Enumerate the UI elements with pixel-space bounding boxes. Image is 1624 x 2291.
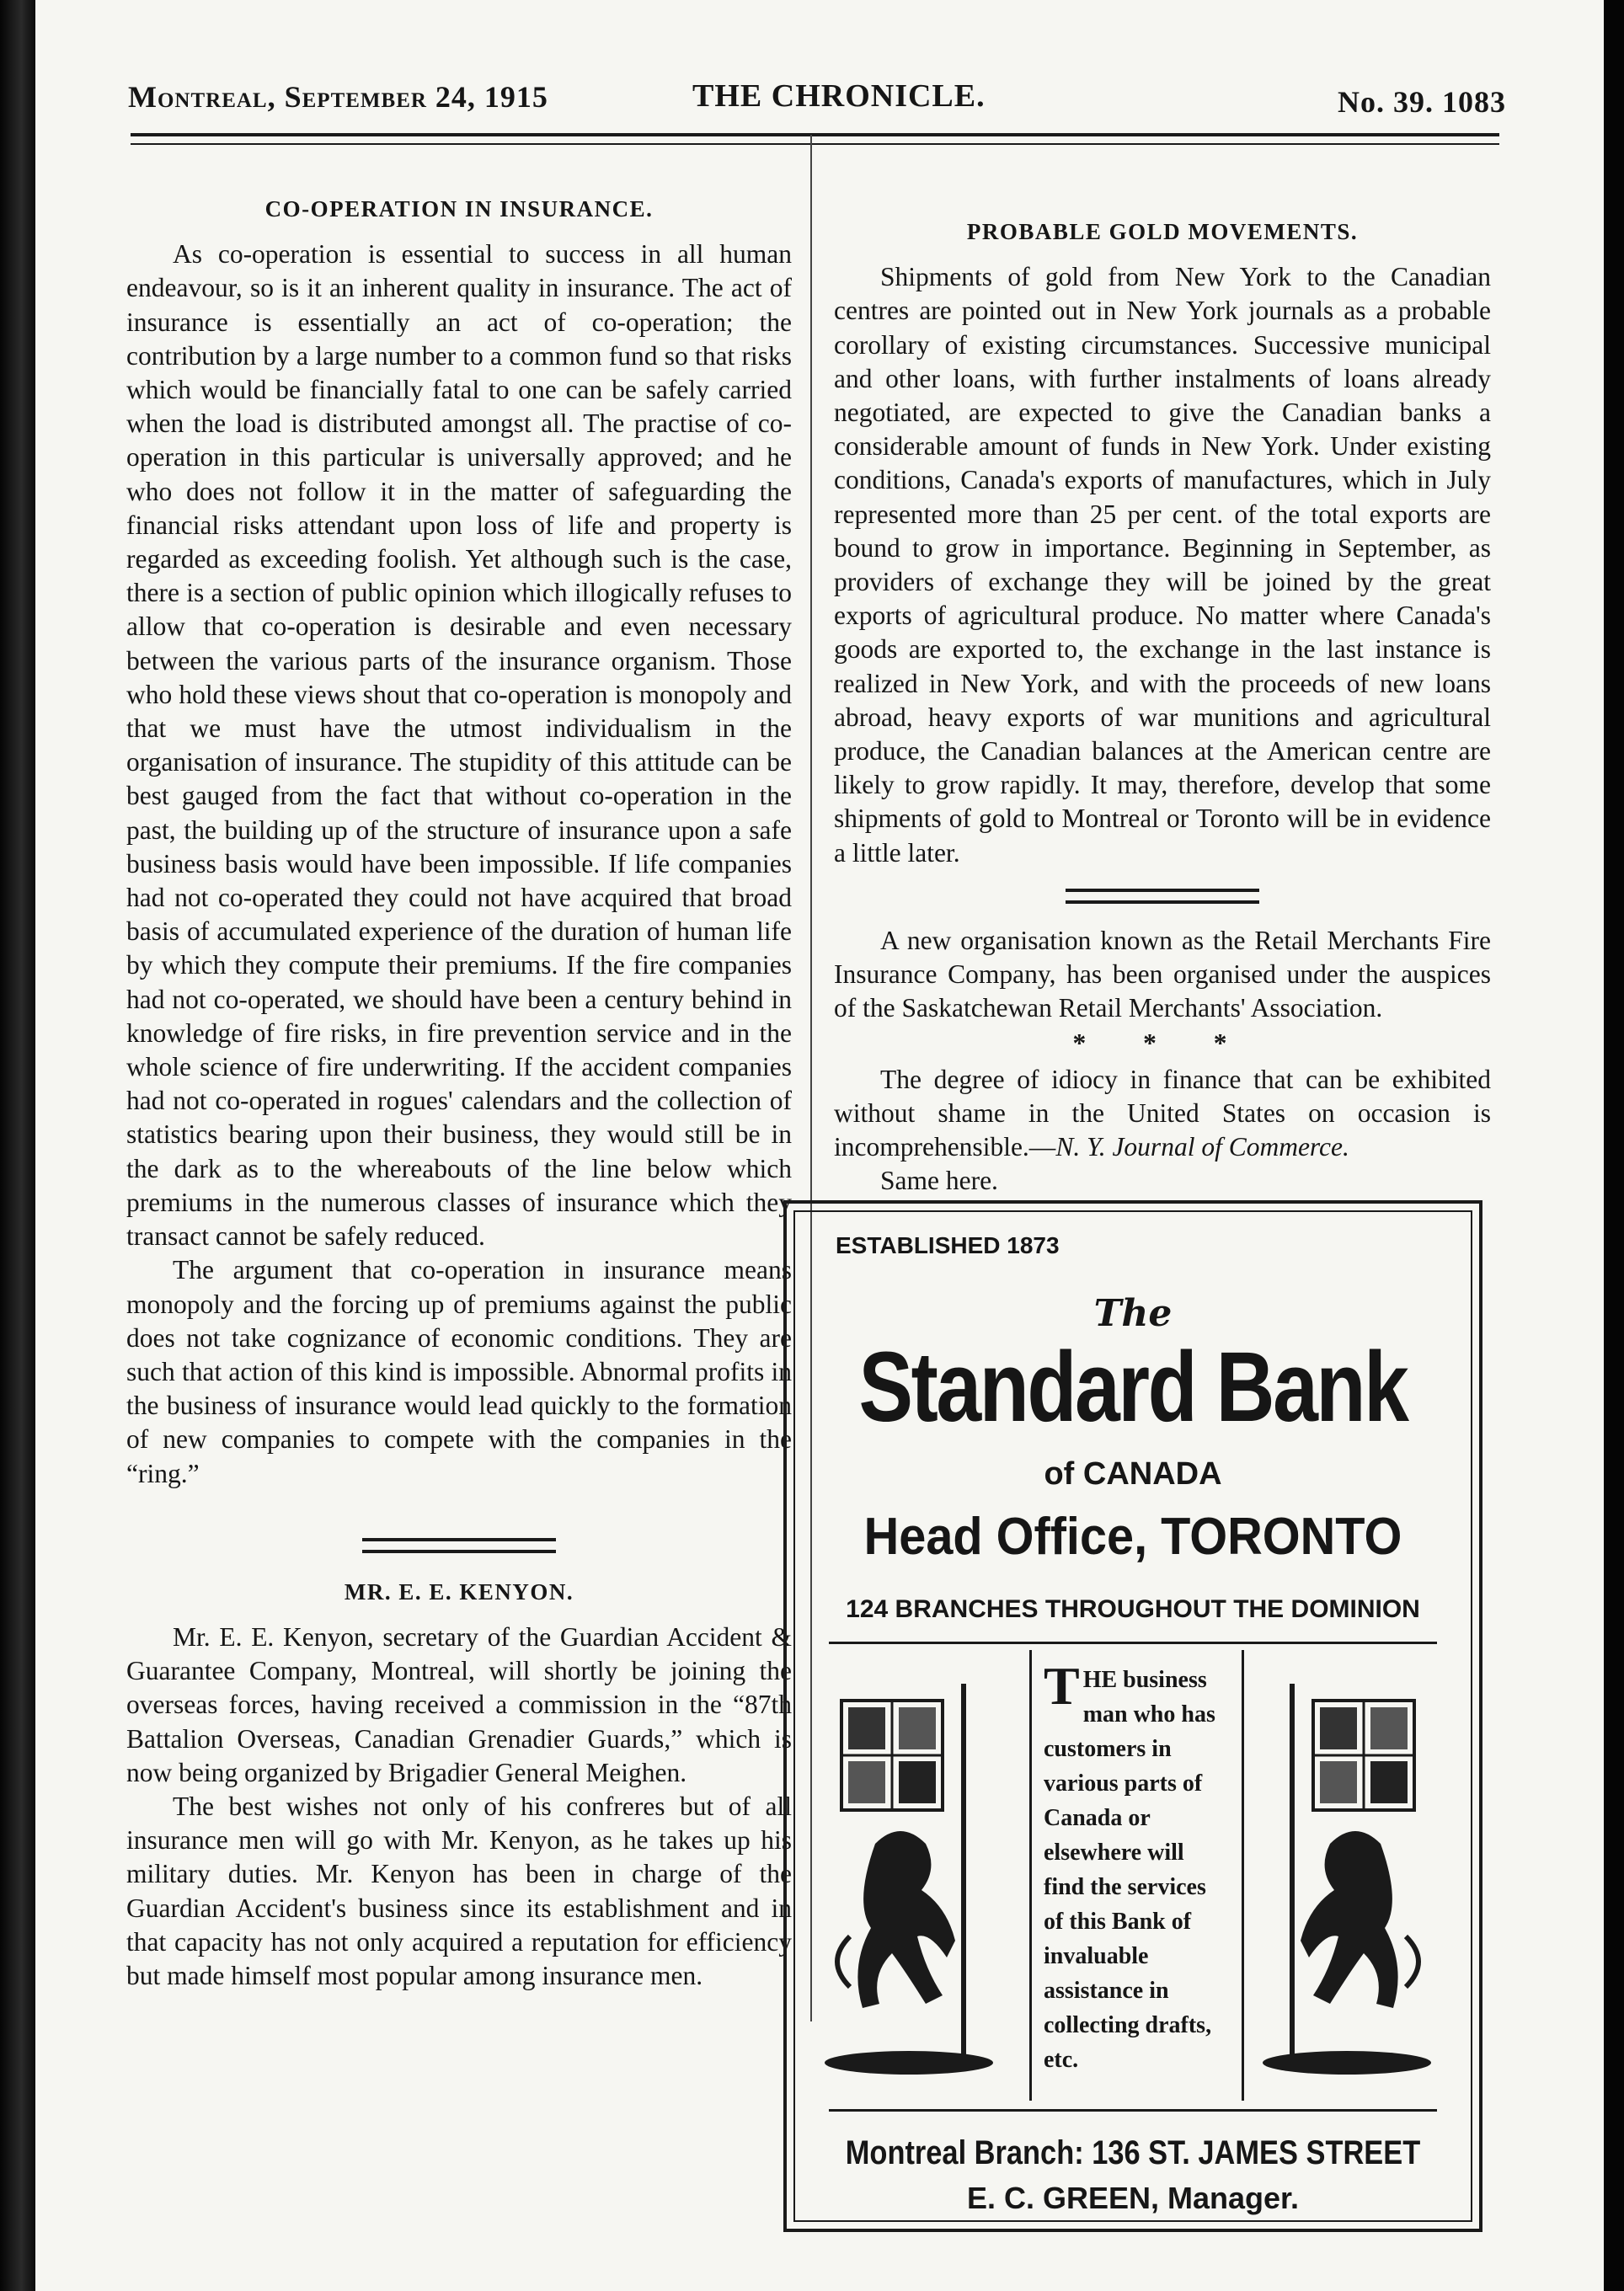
of-canada: of CANADA: [1044, 1456, 1222, 1492]
blurb-dropcap: T: [1044, 1656, 1080, 1716]
advertisement-inner-frame: [793, 1210, 1472, 2222]
ad-rule-left: [1029, 1650, 1032, 2101]
headline-kenyon: MR. E. E. KENYON.: [344, 1578, 574, 1605]
headline-cooperation: CO-OPERATION IN INSURANCE.: [264, 196, 654, 222]
article-paragraph: Mr. E. E. Kenyon, secretary of the Guardian Accident & Guarantee Company, Montreal, will shortly be joining the overseas forces, having received a commission in the “87th Battalion Overseas, Canadian Grenadier Guards,” which is now being organized by Brigadier General Meighen.: [126, 1621, 792, 1787]
article-paragraph: The best wishes not only of his confreres but of all insurance men will go with Mr. Kenyon, as he takes up his military duties. Mr. Kenyon has been in charge of the Guardian Accident's business since its establishment and in that capacity has not only acquired a reputation for efficiency but made himself most popular among insurance men.: [126, 1791, 792, 1990]
ad-rule-right: [1242, 1650, 1244, 2101]
article-paragraph: As co-operation is essential to success in all human endeavour, so is it an inherent quality in insurance. The act of insurance is essentially an act of co-operation; the contribution by a large number to a common fund so that risks which would be financially fatal to one can be safely carried when the load is distributed amongst all. The practise of co-operation in this particular is universally approved; and he who does not follow it in the matter of safeguarding the financial risks attendant upon loss of life and property is regarded as exceeding foolish. Yet although such is the case, there is a section of public opinion which illogically refuses to allow that co-operation is desirable and even necessary between the various parts of the insurance organism. Those who hold these views shout that co-operation is monopoly and that we must have the utmost individualism in the organisation of insurance. The stupidity of this attitude can be best gauged from the fact that without co-operation in the past, the building up of the structure of insurance upon a safe business basis would have been impossible. If life companies had not co-operated they could not have acquired that broad basis of accumulated experience of the duration of human life by which they compute their premiums. If the fire companies had not co-operated, we should have been a century behind in knowledge of fire risks, in fire prevention service and in the whole science of fire underwriting. If the accident companies had not co-operated in rogues' calendars and the collection of statistics bearing upon their business, they would still be in the dark as to the whereabouts of the line below which premiums in the numerous classes of insurance which they transact cannot be safely reduced.: [126, 239, 792, 1252]
blurb-text: HE business man who has customers in various parts of Canada or elsewhere will find the services of this Bank of invaluable assistance in collecting drafts, etc.: [1044, 1667, 1215, 2073]
page-edge-shadow: [1604, 0, 1624, 2291]
article-paragraph: The argument that co-operation in insurance means monopoly and the forcing up of premiums against the public does not take cognizance of economic conditions. They are such that action of this kind is impossible. Abnormal profits in the business of insurance would lead quickly to the formation of new companies to compete with the companies in the “ring.”: [126, 1255, 792, 1488]
head-office: Head Office, TORONTO: [863, 1508, 1402, 1566]
page-header: [94, 74, 1506, 125]
left-column: [126, 192, 792, 1993]
section-divider: [362, 1538, 556, 1553]
page-binding-shadow: [0, 0, 35, 2291]
quote-text: The degree of idiocy in finance that can be exhibited without shame in the United States on occasion is incomprehensible.—: [834, 1064, 1491, 1162]
article-paragraph: Shipments of gold from New York to the Canadian centres are pointed out in New York journals as a probable corollary of existing circumstances. Successive municipal and other loans, with further instalments of loans already negotiated, are expected to give the Canadian banks a considerable amount of funds in New York. Under existing conditions, Canada's exports of manufactures, which in July represented more than 25 per cent. of the total exports are bound to grow in importance. Beginning in September, as providers of exchange they will be joined by the great exports of agricultural produce. No matter where Canada's goods are exported to, the exchange in the last instance is realized in New York, and with the proceeds of new loans abroad, heavy exports of war munitions and agricultural produce, the Canadian balances at the American centre are likely to grow rapidly. It may, therefore, develop that some shipments of gold to Montreal or Toronto will be in evidence a little later.: [834, 262, 1491, 868]
header-rule: [131, 133, 1499, 145]
section-divider: [1066, 889, 1259, 904]
lion-crest-right-icon: [1254, 1684, 1440, 2080]
lion-crest-left-icon: [816, 1684, 1002, 2080]
branch-manager: E. C. GREEN, Manager.: [966, 2181, 1300, 2215]
the-word: The: [1093, 1292, 1173, 1335]
montreal-branch: Montreal Branch: 136 ST. JAMES STREET: [845, 2134, 1421, 2171]
news-note-retail-merchants: A new organisation known as the Retail Merchants Fire Insurance Company, has been organised under the auspices of the Saskatchewan Retail Merchants' Association.: [834, 925, 1491, 1023]
branches-line: 124 BRANCHES THROUGHOUT THE DOMINION: [846, 1595, 1420, 1623]
ad-rule-top: [829, 1642, 1437, 1644]
news-note-same-here: Same here.: [880, 1166, 998, 1196]
bank-name: Standard Bank: [858, 1332, 1408, 1443]
asterism-divider: * * *: [1072, 1028, 1253, 1059]
issue-and-page-number: No. 39. 1083: [1338, 85, 1506, 119]
ad-rule-bottom: [829, 2109, 1437, 2112]
headline-gold-movements: PROBABLE GOLD MOVEMENTS.: [966, 219, 1359, 244]
standard-bank-advertisement: [783, 1200, 1482, 2232]
header-date: Montreal, September 24, 1915: [128, 80, 548, 114]
publication-title: THE CHRONICLE.: [692, 78, 986, 114]
right-column: [834, 215, 1491, 1198]
established-line: ESTABLISHED 1873: [836, 1232, 1060, 1258]
quote-source: N. Y. Journal of Commerce.: [1055, 1132, 1349, 1162]
ad-blurb: [1044, 1656, 1229, 2077]
news-note-idiocy: [834, 1063, 1491, 1165]
